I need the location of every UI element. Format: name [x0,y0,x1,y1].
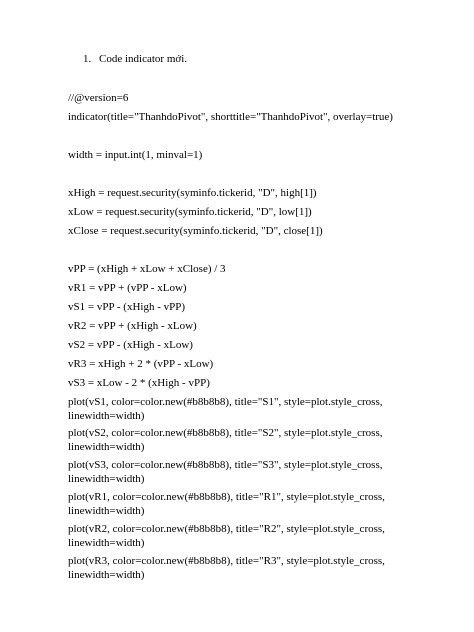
code-line-vr2: vR2 = vPP + (xHigh - xLow) [68,320,197,332]
code-line-vs3: vS3 = xLow - 2 * (xHigh - vPP) [68,377,210,389]
code-line-indicator: indicator(title="ThanhdoPivot", shorttitle="ThanhdoPivot", overlay=true) [68,111,393,123]
code-line-plot-s1: plot(vS1, color=color.new(#b8b8b8), title="S1", style=plot.style_cross, linewidth=width) [68,396,383,422]
code-line-xclose: xClose = request.security(syminfo.tickerid, "D", close[1]) [68,225,323,237]
code-line-plot-s3: plot(vS3, color=color.new(#b8b8b8), title="S3", style=plot.style_cross, linewidth=width) [68,459,383,485]
code-line-xhigh: xHigh = request.security(syminfo.tickerid, "D", high[1]) [68,187,317,199]
code-line-plot-r3: plot(vR3, color=color.new(#b8b8b8), title="R3", style=plot.style_cross, linewidth=width) [68,555,385,581]
code-line-xlow: xLow = request.security(syminfo.tickerid, "D", low[1]) [68,206,312,218]
code-line-vs1: vS1 = vPP - (xHigh - vPP) [68,301,186,313]
code-line-plot-r2: plot(vR2, color=color.new(#b8b8b8), title="R2", style=plot.style_cross, linewidth=width) [68,523,385,549]
heading-number: 1. [83,53,92,65]
section-heading [83,53,187,65]
code-line-plot-r1: plot(vR1, color=color.new(#b8b8b8), title="R1", style=plot.style_cross, linewidth=width) [68,491,385,517]
code-line-vs2: vS2 = vPP - (xHigh - xLow) [68,339,193,351]
heading-text: Code indicator mới. [99,53,187,65]
code-line-vr1: vR1 = vPP + (vPP - xLow) [68,282,187,294]
code-line-width: width = input.int(1, minval=1) [68,149,203,161]
code-line-version: //@version=6 [68,92,129,104]
code-line-plot-s2: plot(vS2, color=color.new(#b8b8b8), title="S2", style=plot.style_cross, linewidth=width) [68,427,383,453]
code-line-vpp: vPP = (xHigh + xLow + xClose) / 3 [68,263,226,275]
code-line-vr3: vR3 = xHigh + 2 * (vPP - xLow) [68,358,214,370]
